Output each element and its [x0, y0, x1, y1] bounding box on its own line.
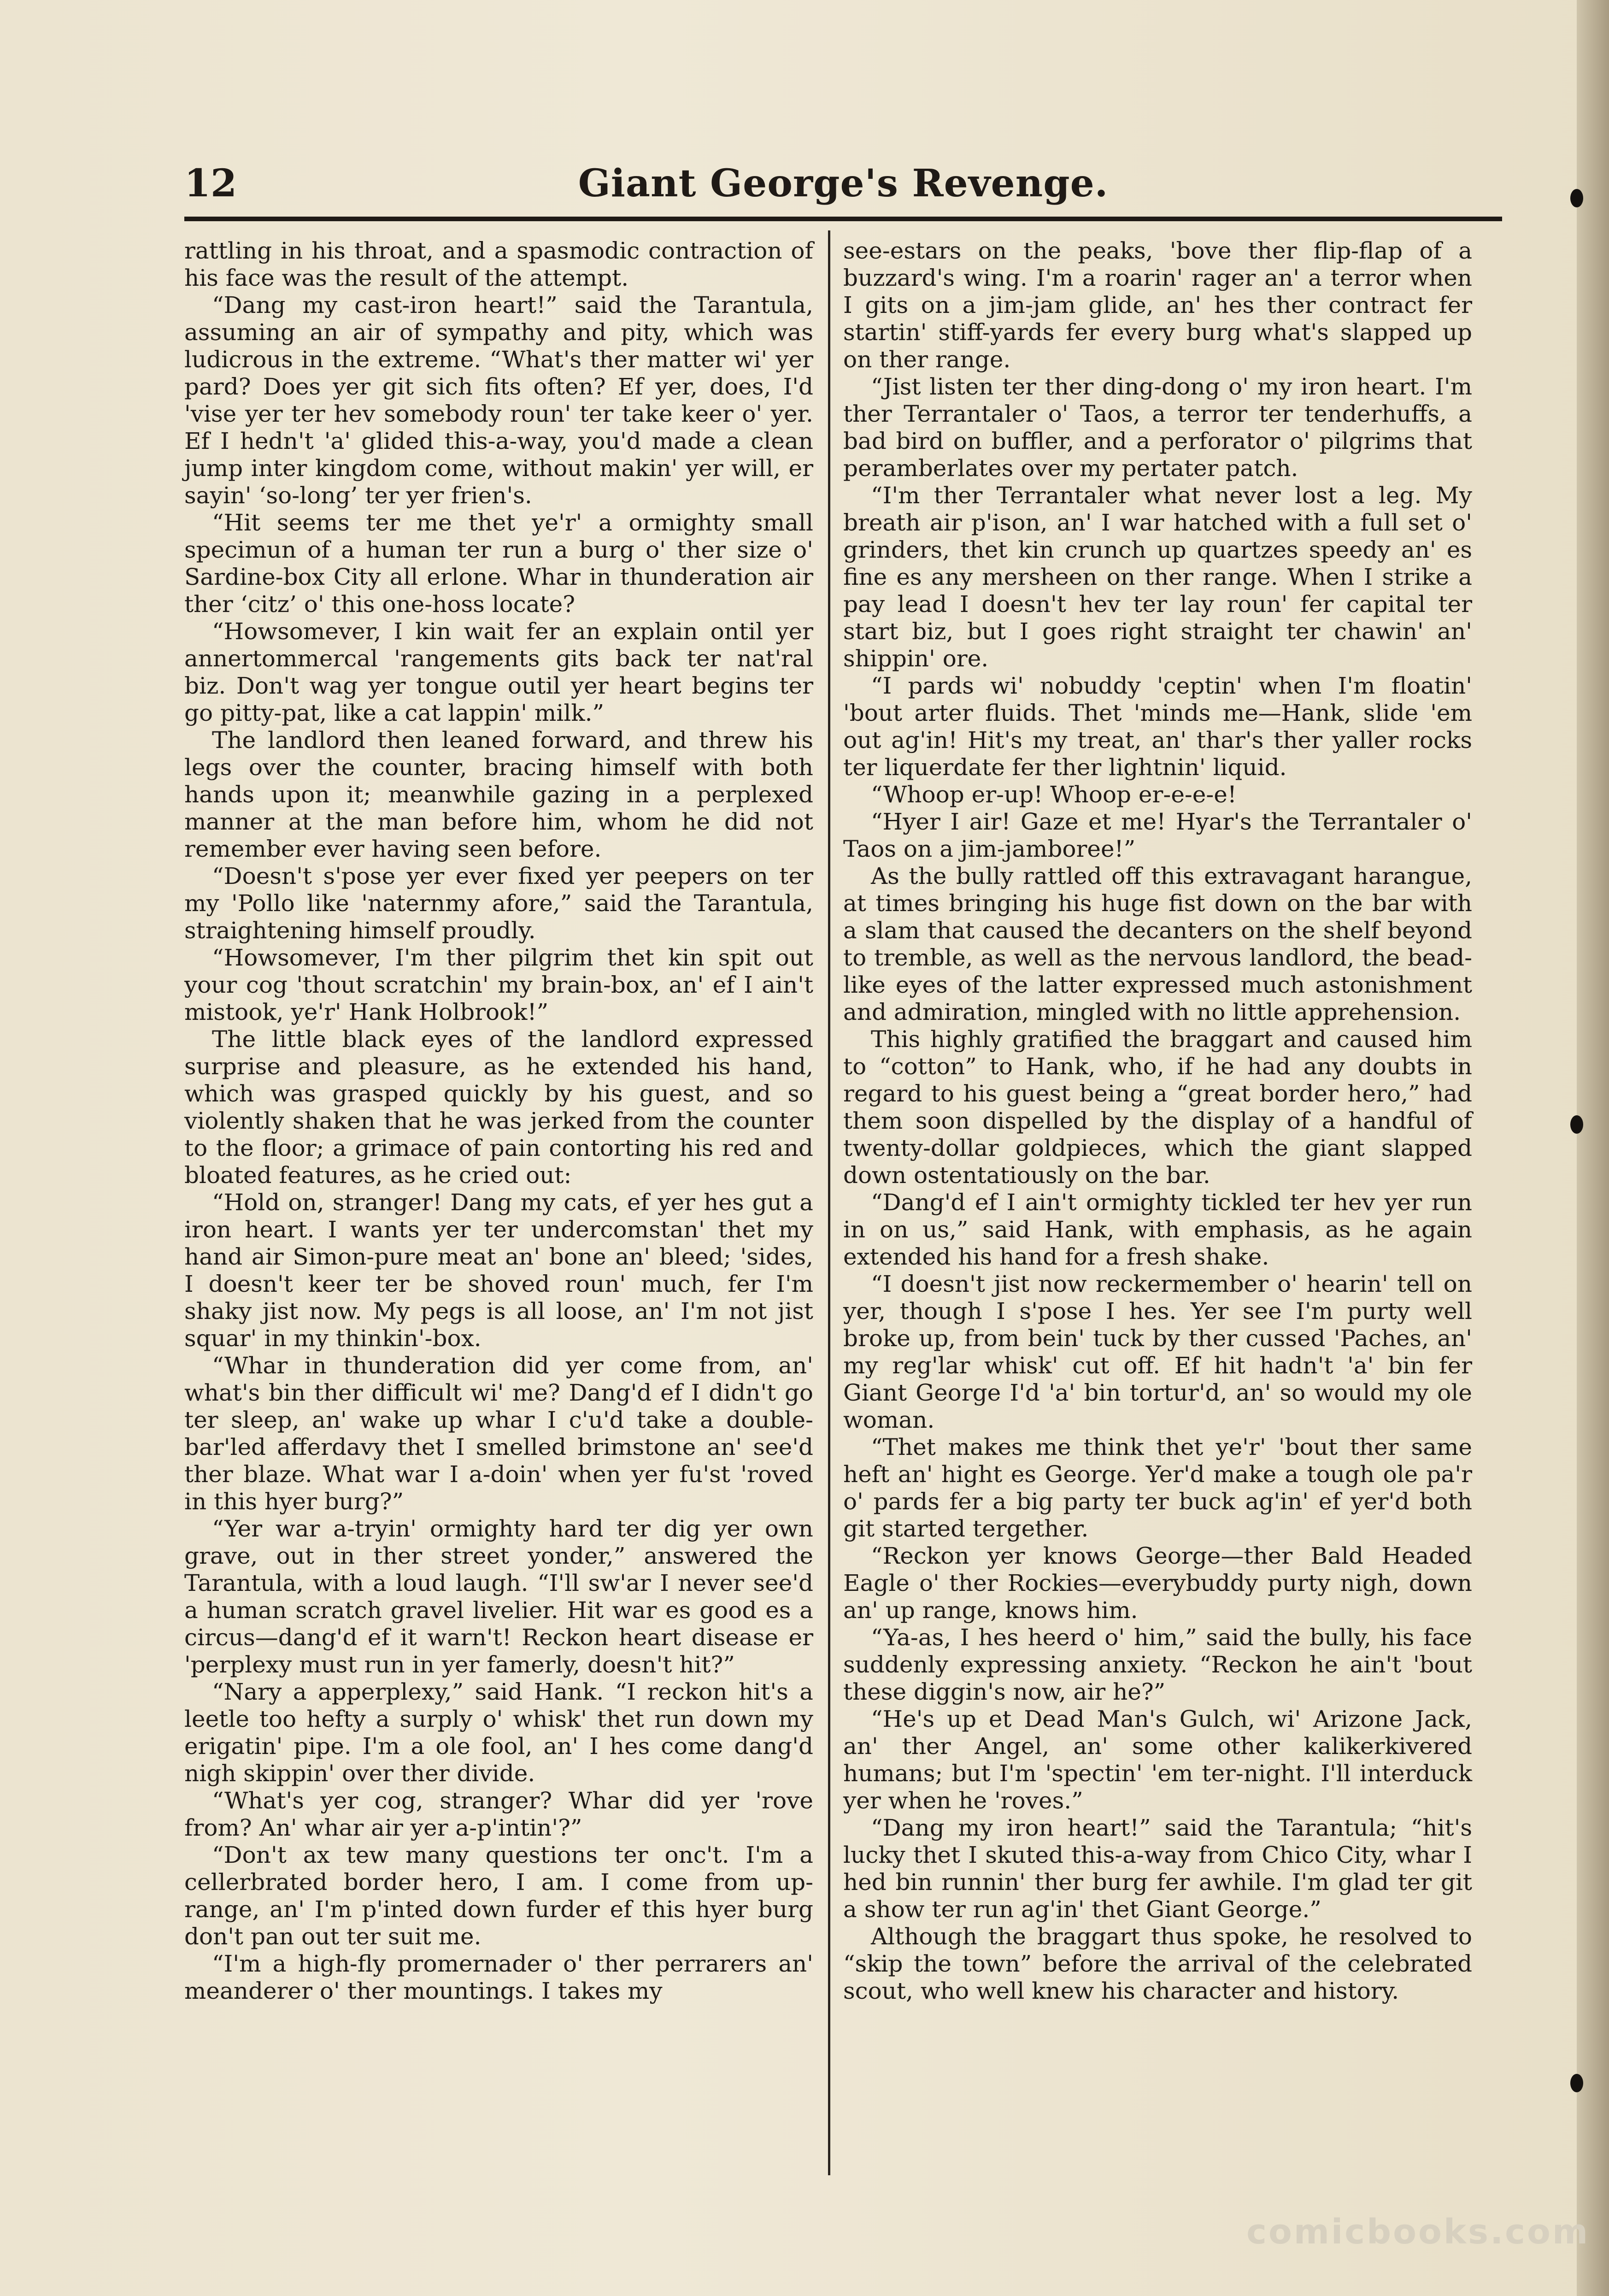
paragraph: “Dang my cast-iron heart!” said the Tarantula, assuming an air of sympathy and pity, which was ludicrous in the extreme. “What's ther matter wi' yer pard? Does yer git sich fits often? Ef yer, does, I'd 'vise yer ter hev somebody roun' ter take keer o' yer. Ef I hedn't 'a' glided this-a-way, you'd made a clean jump inter kingdom come, without makin' yer will, er sayin' ‘so-long’ ter yer frien's. — [184, 292, 813, 509]
paragraph: Although the braggart thus spoke, he resolved to “skip the town” before the arrival of the celebrated scout, who well knew his character and history. — [843, 1923, 1472, 2004]
header-rule — [184, 217, 1502, 221]
paragraph: “I'm ther Terrantaler what never lost a leg. My breath air p'ison, an' I war hatched with a full set o' grinders, thet kin crunch up quartzes speedy an' es fine es any mersheen on ther range. When I strike a pay lead I doesn't hev ter lay roun' fer capital ter start biz, but I goes right straight ter chawin' an' shippin' ore. — [843, 482, 1472, 672]
page-header — [184, 152, 1502, 221]
binding-hole — [1570, 1115, 1583, 1134]
paragraph: “Ya-as, I hes heerd o' him,” said the bully, his face suddenly expressing anxiety. “Reckon he ain't 'bout these diggin's now, air he?” — [843, 1624, 1472, 1705]
page-edge-shadow — [1577, 0, 1609, 2296]
paragraph: rattling in his throat, and a spasmodic contraction of his face was the result of the attempt. — [184, 237, 813, 291]
column-divider — [828, 230, 830, 2175]
paragraph: “Nary a apperplexy,” said Hank. “I reckon hit's a leetle too hefty a surply o' whisk' thet run down my erigatin' pipe. I'm a ole fool, an' I hes come dang'd nigh skippin' over ther divide. — [184, 1678, 813, 1787]
paragraph: “Reckon yer knows George—ther Bald Headed Eagle o' ther Rockies—everybuddy purty nigh, down an' up range, knows him. — [843, 1542, 1472, 1624]
paragraph: The little black eyes of the landlord expressed surprise and pleasure, as he extended his hand, which was grasped quickly by his guest, and so violently shaken that he was jerked from the counter to the floor; a grimace of pain contorting his red and bloated features, as he cried out: — [184, 1026, 813, 1189]
paragraph: “Jist listen ter ther ding-dong o' my iron heart. I'm ther Terrantaler o' Taos, a terror ter tenderhuffs, a bad bird on buffler, and a perforator o' pilgrims that peramberlates over my pertater patch. — [843, 373, 1472, 482]
paragraph: “Dang my iron heart!” said the Tarantula; “hit's lucky thet I skuted this-a-way from Chico City, whar I hed bin runnin' ther burg fer awhile. I'm glad ter git a show ter run ag'in' thet Giant George.” — [843, 1814, 1472, 1923]
watermark: comicbooks.com — [1246, 2212, 1590, 2252]
paragraph: “Thet makes me think thet ye'r' 'bout ther same heft an' hight es George. Yer'd make a tough ole pa'r o' pards fer a big party ter buck ag'in' ef yer'd both git started tergether. — [843, 1434, 1472, 1542]
paragraph: “Doesn't s'pose yer ever fixed yer peepers on ter my 'Pollo like 'naternmy afore,” said the Tarantula, straightening himself proudly. — [184, 863, 813, 944]
paragraph: “Hold on, stranger! Dang my cats, ef yer hes gut a iron heart. I wants yer ter undercomstan' thet my hand air Simon-pure meat an' bone an' bleed; 'sides, I doesn't keer ter be shoved roun' much, fer I'm shaky jist now. My pegs is all loose, an' I'm not jist squar' in my thinkin'-box. — [184, 1189, 813, 1352]
paragraph: “Don't ax tew many questions ter onc't. I'm a cellerbrated border hero, I am. I come from up-range, an' I'm p'inted down furder ef this hyer burg don't pan out ter suit me. — [184, 1842, 813, 1950]
paragraph: “Whoop er-up! Whoop er-e-e-e! — [871, 781, 1237, 808]
paragraph: The landlord then leaned forward, and threw his legs over the counter, bracing himself with both hands upon it; meanwhile gazing in a perplexed manner at the man before him, whom he did not remember ever having seen before. — [184, 727, 813, 862]
paragraph: “I pards wi' nobuddy 'ceptin' when I'm floatin' 'bout arter fluids. Thet 'minds me—Hank, slide 'em out ag'in! Hit's my treat, an' thar's ther yaller rocks ter liquerdate fer ther lightnin' liquid. — [843, 672, 1472, 781]
binding-hole — [1570, 189, 1583, 207]
paragraph: “Hyer I air! Gaze et me! Hyar's the Terrantaler o' Taos on a jim-jamboree!” — [843, 808, 1472, 862]
paragraph: “He's up et Dead Man's Gulch, wi' Arizone Jack, an' ther Angel, an' some other kalikerkivered humans; but I'm 'spectin' 'em ter-night. I'll interduck yer when he 'roves.” — [843, 1706, 1472, 1814]
paragraph: “Dang'd ef I ain't ormighty tickled ter hev yer run in on us,” said Hank, with emphasis, as he again extended his hand for a fresh shake. — [843, 1189, 1472, 1270]
paragraph: “What's yer cog, stranger? Whar did yer 'rove from? An' whar air yer a-p'intin'?” — [184, 1787, 813, 1841]
right-column — [843, 237, 1472, 2005]
paragraph: “I'm a high-fly promernader o' ther perrarers an' meanderer o' ther mountings. I takes my — [184, 1950, 813, 2004]
paragraph: “Yer war a-tryin' ormighty hard ter dig yer own grave, out in ther street yonder,” answered the Tarantula, with a loud laugh. “I'll sw'ar I never see'd a human scratch gravel livelier. Hit war es good es a circus—dang'd ef it warn't! Reckon heart disease er 'perplexy must run in yer famerly, doesn't hit?” — [184, 1515, 813, 1678]
paragraph: “Howsomever, I kin wait fer an explain ontil yer annertommercal 'rangements gits back ter nat'ral biz. Don't wag yer tongue outil yer heart begins ter go pitty-pat, like a cat lappin' milk.” — [184, 618, 813, 726]
paragraph: “Whar in thunderation did yer come from, an' what's bin ther difficult wi' me? Dang'd ef I didn't go ter sleep, an' wake up whar I c'u'd take a double-bar'led afferdavy thet I smelled brimstone an' see'd ther blaze. What war I a-doin' when yer fu'st 'roved in this hyer burg?” — [184, 1352, 813, 1515]
running-title: Giant George's Revenge. — [578, 161, 1109, 206]
paragraph: “Hit seems ter me thet ye'r' a ormighty small specimun of a human ter run a burg o' ther size o' Sardine-box City all erlone. Whar in thunderation air ther ‘citz’ o' this one-hoss locate? — [184, 509, 813, 618]
paragraph: As the bully rattled off this extravagant harangue, at times bringing his huge fist down on the bar with a slam that caused the decanters on the shelf beyond to tremble, as well as the nervous landlord, the bead-like eyes of the latter expressed much astonishment and admiration, mingled with no little apprehension. — [843, 863, 1472, 1025]
paragraph: “I doesn't jist now reckermember o' hearin' tell on yer, though I s'pose I hes. Yer see I'm purty well broke up, from bein' tuck by ther cussed 'Paches, an' my reg'lar whisk' cut off. Ef hit hadn't 'a' bin fer Giant George I'd 'a' bin tortur'd, an' so would my ole woman. — [843, 1271, 1472, 1433]
paragraph: see-estars on the peaks, 'bove ther flip-flap of a buzzard's wing. I'm a roarin' rager an' a terror when I gits on a jim-jam glide, an' hes ther contract fer startin' stiff-yards fer every burg what's slapped up on ther range. — [843, 237, 1472, 373]
paragraph: This highly gratified the braggart and caused him to “cotton” to Hank, who, if he had any doubts in regard to his guest being a “great border hero,” had them soon dispelled by the display of a handful of twenty-dollar goldpieces, which the giant slapped down ostentatiously on the bar. — [843, 1026, 1472, 1189]
left-column — [184, 237, 813, 2005]
binding-hole — [1570, 2074, 1583, 2092]
page-number: 12 — [184, 161, 237, 206]
paragraph: “Howsomever, I'm ther pilgrim thet kin spit out your cog 'thout scratchin' my brain-box, an' ef I ain't mistook, ye'r' Hank Holbrook!” — [184, 944, 813, 1025]
